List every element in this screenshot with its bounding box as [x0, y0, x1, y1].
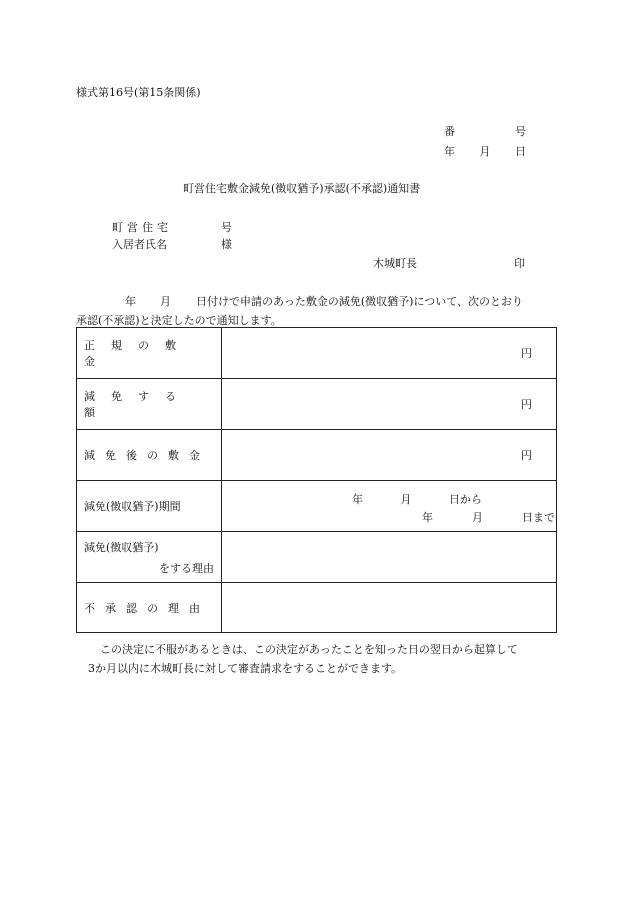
date-year: 年: [444, 145, 455, 158]
housing-suffix: 号: [221, 221, 232, 234]
after-reduction-value: [222, 430, 557, 481]
reason-label: [77, 532, 222, 583]
period-value: [222, 481, 557, 532]
housing-label: 町営住宅: [112, 221, 172, 234]
date-month: 月: [479, 145, 491, 158]
document-date: [444, 143, 526, 159]
appeal-notice-line1: この決定に不服があるときは、この決定があったことを知った日の翌日から起算して: [100, 643, 518, 656]
after-reduction-label-text: 減免後の敷金: [84, 449, 210, 462]
reason-value: [222, 532, 557, 583]
reason-label-line1: 減免(徴収猶予): [84, 540, 159, 554]
reduction-amount-label: [77, 379, 222, 430]
table-row: [77, 379, 557, 430]
resident-suffix: 様: [221, 238, 232, 251]
period-to-month: 月: [472, 511, 483, 524]
reduction-amount-value: [222, 379, 557, 430]
table-row: [77, 481, 557, 532]
period-to-year: 年: [422, 511, 433, 524]
reduction-amount-label-text: 減免する額: [84, 390, 192, 419]
resident-label: 入居者氏名: [112, 238, 167, 251]
period-from-day: 日から: [449, 493, 482, 506]
number-suffix: 号: [515, 125, 526, 138]
yen-unit: 円: [521, 398, 532, 411]
period-to-day: 日まで: [522, 511, 555, 524]
table-row: [77, 430, 557, 481]
regular-deposit-label-text: 正規の敷金: [84, 339, 192, 368]
rejection-reason-label: [77, 583, 222, 633]
document-number: [444, 123, 526, 139]
period-from: [352, 491, 482, 507]
number-label: 番: [444, 125, 455, 138]
period-from-month: 月: [400, 493, 412, 506]
yen-unit: 円: [521, 347, 532, 360]
after-reduction-label: [77, 430, 222, 481]
table-row: [77, 328, 557, 379]
appeal-notice-line2: 3か月以内に木城町長に対して審査請求をすることができます。: [88, 662, 403, 675]
intro-line1: 日付けで申請のあった敷金の減免(徴収猶予)について、次のとおり: [196, 295, 524, 308]
period-label: 減免(徴収猶予)期間: [77, 481, 222, 532]
rejection-reason-value: [222, 583, 557, 633]
rejection-reason-label-text: 不承認の理由: [84, 601, 210, 615]
period-to: [422, 509, 555, 525]
decision-table: [76, 327, 557, 633]
intro-line2: 承認(不承認)と決定したので通知します。: [76, 314, 282, 327]
seal-mark: 印: [514, 257, 525, 270]
document-title: 町営住宅敷金減免(徴収猶予)承認(不承認)通知書: [183, 182, 421, 195]
table-row: [77, 583, 557, 633]
regular-deposit-value: [222, 328, 557, 379]
form-number: 様式第16号(第15条関係): [76, 86, 201, 99]
reason-label-line2: をする理由: [159, 561, 214, 575]
table-row: [77, 532, 557, 583]
yen-unit: 円: [521, 449, 532, 462]
date-day: 日: [515, 145, 526, 158]
period-from-year: 年: [352, 493, 363, 506]
intro-year: 年: [125, 295, 136, 308]
regular-deposit-label: [77, 328, 222, 379]
issuer-name: 木城町長: [373, 257, 417, 270]
intro-month: 月: [160, 295, 171, 308]
